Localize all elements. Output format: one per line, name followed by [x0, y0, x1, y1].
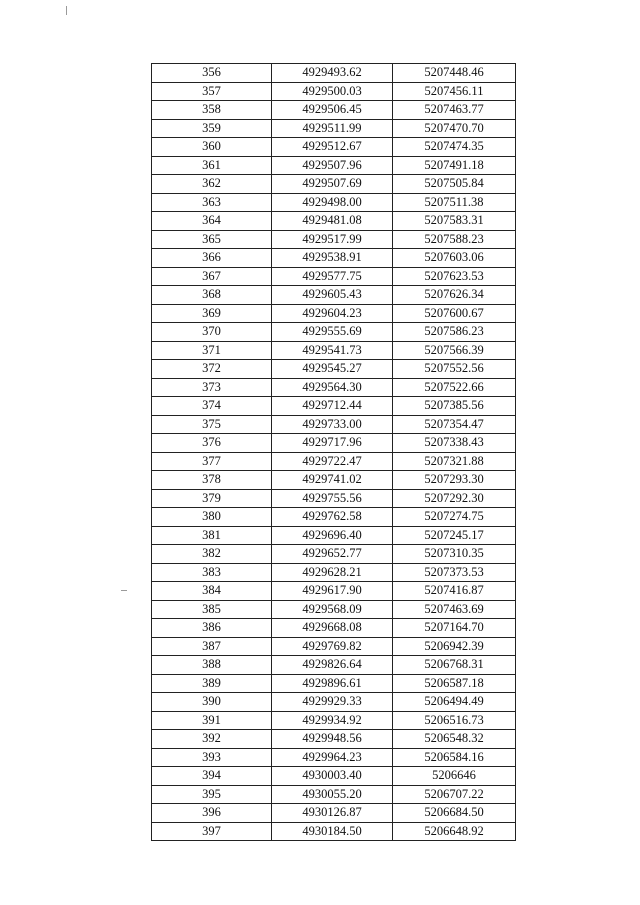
y-coordinate-cell: 5206684.50 — [393, 804, 516, 823]
y-coordinate-cell: 5207623.53 — [393, 267, 516, 286]
y-coordinate-cell: 5206548.32 — [393, 730, 516, 749]
point-number-cell: 376 — [152, 434, 272, 453]
x-coordinate-cell: 4929577.75 — [272, 267, 393, 286]
y-coordinate-cell: 5207603.06 — [393, 249, 516, 268]
y-coordinate-cell: 5207505.84 — [393, 175, 516, 194]
x-coordinate-cell: 4929538.91 — [272, 249, 393, 268]
x-coordinate-cell: 4929517.99 — [272, 230, 393, 249]
point-number-cell: 388 — [152, 656, 272, 675]
x-coordinate-cell: 4929826.64 — [272, 656, 393, 675]
table-row — [152, 249, 516, 268]
table-row — [152, 119, 516, 138]
y-coordinate-cell: 5206648.92 — [393, 822, 516, 841]
point-number-cell: 374 — [152, 397, 272, 416]
y-coordinate-cell: 5206768.31 — [393, 656, 516, 675]
table-row — [152, 452, 516, 471]
point-number-cell: 358 — [152, 101, 272, 120]
table-row — [152, 730, 516, 749]
point-number-cell: 363 — [152, 193, 272, 212]
x-coordinate-cell: 4929555.69 — [272, 323, 393, 342]
x-coordinate-cell: 4929541.73 — [272, 341, 393, 360]
point-number-cell: 397 — [152, 822, 272, 841]
y-coordinate-cell: 5207164.70 — [393, 619, 516, 638]
y-coordinate-cell: 5207583.31 — [393, 212, 516, 231]
y-coordinate-cell: 5207416.87 — [393, 582, 516, 601]
table-row — [152, 656, 516, 675]
point-number-cell: 366 — [152, 249, 272, 268]
x-coordinate-cell: 4929507.96 — [272, 156, 393, 175]
point-number-cell: 378 — [152, 471, 272, 490]
y-coordinate-cell: 5207274.75 — [393, 508, 516, 527]
x-coordinate-cell: 4930126.87 — [272, 804, 393, 823]
point-number-cell: 357 — [152, 82, 272, 101]
table-row — [152, 619, 516, 638]
x-coordinate-cell: 4929668.08 — [272, 619, 393, 638]
x-coordinate-cell: 4929896.61 — [272, 674, 393, 693]
point-number-cell: 395 — [152, 785, 272, 804]
point-number-cell: 375 — [152, 415, 272, 434]
table-row — [152, 397, 516, 416]
table-row — [152, 415, 516, 434]
table-row — [152, 711, 516, 730]
point-number-cell: 396 — [152, 804, 272, 823]
point-number-cell: 364 — [152, 212, 272, 231]
table-row — [152, 674, 516, 693]
table-row — [152, 582, 516, 601]
x-coordinate-cell: 4929628.21 — [272, 563, 393, 582]
x-coordinate-cell: 4929964.23 — [272, 748, 393, 767]
y-coordinate-cell: 5206494.49 — [393, 693, 516, 712]
y-coordinate-cell: 5207354.47 — [393, 415, 516, 434]
x-coordinate-cell: 4929500.03 — [272, 82, 393, 101]
y-coordinate-cell: 5207491.18 — [393, 156, 516, 175]
y-coordinate-cell: 5206584.16 — [393, 748, 516, 767]
scan-speck — [66, 6, 67, 15]
x-coordinate-cell: 4929511.99 — [272, 119, 393, 138]
table-row — [152, 230, 516, 249]
table-row — [152, 785, 516, 804]
table-row — [152, 693, 516, 712]
point-number-cell: 373 — [152, 378, 272, 397]
x-coordinate-cell: 4929741.02 — [272, 471, 393, 490]
x-coordinate-cell: 4929605.43 — [272, 286, 393, 305]
x-coordinate-cell: 4929604.23 — [272, 304, 393, 323]
table-row — [152, 526, 516, 545]
table-row — [152, 267, 516, 286]
table-row — [152, 212, 516, 231]
table-row — [152, 323, 516, 342]
x-coordinate-cell: 4929498.00 — [272, 193, 393, 212]
table-row — [152, 138, 516, 157]
point-number-cell: 362 — [152, 175, 272, 194]
table-row — [152, 508, 516, 527]
y-coordinate-cell: 5207626.34 — [393, 286, 516, 305]
x-coordinate-cell: 4929506.45 — [272, 101, 393, 120]
point-number-cell: 384 — [152, 582, 272, 601]
y-coordinate-cell: 5207293.30 — [393, 471, 516, 490]
point-number-cell: 380 — [152, 508, 272, 527]
y-coordinate-cell: 5207600.67 — [393, 304, 516, 323]
y-coordinate-cell: 5207566.39 — [393, 341, 516, 360]
table-row — [152, 101, 516, 120]
x-coordinate-cell: 4929929.33 — [272, 693, 393, 712]
x-coordinate-cell: 4929507.69 — [272, 175, 393, 194]
y-coordinate-cell: 5206942.39 — [393, 637, 516, 656]
y-coordinate-cell: 5207552.56 — [393, 360, 516, 379]
x-coordinate-cell: 4929617.90 — [272, 582, 393, 601]
y-coordinate-cell: 5207586.23 — [393, 323, 516, 342]
table-row — [152, 434, 516, 453]
x-coordinate-cell: 4929717.96 — [272, 434, 393, 453]
table-row — [152, 637, 516, 656]
point-number-cell: 367 — [152, 267, 272, 286]
x-coordinate-cell: 4930055.20 — [272, 785, 393, 804]
point-number-cell: 361 — [152, 156, 272, 175]
x-coordinate-cell: 4929564.30 — [272, 378, 393, 397]
x-coordinate-cell: 4930184.50 — [272, 822, 393, 841]
table-row — [152, 822, 516, 841]
table-row — [152, 341, 516, 360]
coordinate-table — [151, 63, 516, 841]
table-row — [152, 600, 516, 619]
point-number-cell: 389 — [152, 674, 272, 693]
x-coordinate-cell: 4929493.62 — [272, 64, 393, 83]
table-row — [152, 156, 516, 175]
x-coordinate-cell: 4929512.67 — [272, 138, 393, 157]
x-coordinate-cell: 4929568.09 — [272, 600, 393, 619]
table-row — [152, 64, 516, 83]
point-number-cell: 356 — [152, 64, 272, 83]
x-coordinate-cell: 4929481.08 — [272, 212, 393, 231]
y-coordinate-cell: 5207292.30 — [393, 489, 516, 508]
point-number-cell: 365 — [152, 230, 272, 249]
y-coordinate-cell: 5207474.35 — [393, 138, 516, 157]
point-number-cell: 386 — [152, 619, 272, 638]
table-row — [152, 767, 516, 786]
table-row — [152, 286, 516, 305]
y-coordinate-cell: 5207463.69 — [393, 600, 516, 619]
point-number-cell: 393 — [152, 748, 272, 767]
scan-speck — [121, 590, 127, 591]
x-coordinate-cell: 4930003.40 — [272, 767, 393, 786]
point-number-cell: 360 — [152, 138, 272, 157]
y-coordinate-cell: 5207385.56 — [393, 397, 516, 416]
x-coordinate-cell: 4929755.56 — [272, 489, 393, 508]
y-coordinate-cell: 5207338.43 — [393, 434, 516, 453]
point-number-cell: 392 — [152, 730, 272, 749]
point-number-cell: 387 — [152, 637, 272, 656]
x-coordinate-cell: 4929712.44 — [272, 397, 393, 416]
y-coordinate-cell: 5207588.23 — [393, 230, 516, 249]
point-number-cell: 370 — [152, 323, 272, 342]
y-coordinate-cell: 5207245.17 — [393, 526, 516, 545]
point-number-cell: 385 — [152, 600, 272, 619]
y-coordinate-cell: 5207463.77 — [393, 101, 516, 120]
point-number-cell: 359 — [152, 119, 272, 138]
point-number-cell: 390 — [152, 693, 272, 712]
table-row — [152, 175, 516, 194]
table-row — [152, 471, 516, 490]
table-row — [152, 360, 516, 379]
x-coordinate-cell: 4929769.82 — [272, 637, 393, 656]
y-coordinate-cell: 5207522.66 — [393, 378, 516, 397]
point-number-cell: 391 — [152, 711, 272, 730]
point-number-cell: 382 — [152, 545, 272, 564]
x-coordinate-cell: 4929722.47 — [272, 452, 393, 471]
x-coordinate-cell: 4929948.56 — [272, 730, 393, 749]
x-coordinate-cell: 4929762.58 — [272, 508, 393, 527]
x-coordinate-cell: 4929696.40 — [272, 526, 393, 545]
table-row — [152, 193, 516, 212]
point-number-cell: 379 — [152, 489, 272, 508]
table-row — [152, 804, 516, 823]
y-coordinate-cell: 5207511.38 — [393, 193, 516, 212]
y-coordinate-cell: 5207448.46 — [393, 64, 516, 83]
y-coordinate-cell: 5206646 — [393, 767, 516, 786]
y-coordinate-cell: 5207373.53 — [393, 563, 516, 582]
table-row — [152, 378, 516, 397]
y-coordinate-cell: 5206587.18 — [393, 674, 516, 693]
x-coordinate-cell: 4929652.77 — [272, 545, 393, 564]
point-number-cell: 369 — [152, 304, 272, 323]
x-coordinate-cell: 4929545.27 — [272, 360, 393, 379]
table-row — [152, 545, 516, 564]
y-coordinate-cell: 5207321.88 — [393, 452, 516, 471]
table-row — [152, 563, 516, 582]
y-coordinate-cell: 5207310.35 — [393, 545, 516, 564]
coordinate-table-body — [152, 64, 516, 841]
point-number-cell: 372 — [152, 360, 272, 379]
point-number-cell: 371 — [152, 341, 272, 360]
point-number-cell: 368 — [152, 286, 272, 305]
table-row — [152, 489, 516, 508]
y-coordinate-cell: 5207470.70 — [393, 119, 516, 138]
x-coordinate-cell: 4929934.92 — [272, 711, 393, 730]
table-row — [152, 304, 516, 323]
y-coordinate-cell: 5206516.73 — [393, 711, 516, 730]
table-row — [152, 82, 516, 101]
y-coordinate-cell: 5206707.22 — [393, 785, 516, 804]
x-coordinate-cell: 4929733.00 — [272, 415, 393, 434]
y-coordinate-cell: 5207456.11 — [393, 82, 516, 101]
point-number-cell: 381 — [152, 526, 272, 545]
table-row — [152, 748, 516, 767]
point-number-cell: 394 — [152, 767, 272, 786]
point-number-cell: 377 — [152, 452, 272, 471]
point-number-cell: 383 — [152, 563, 272, 582]
